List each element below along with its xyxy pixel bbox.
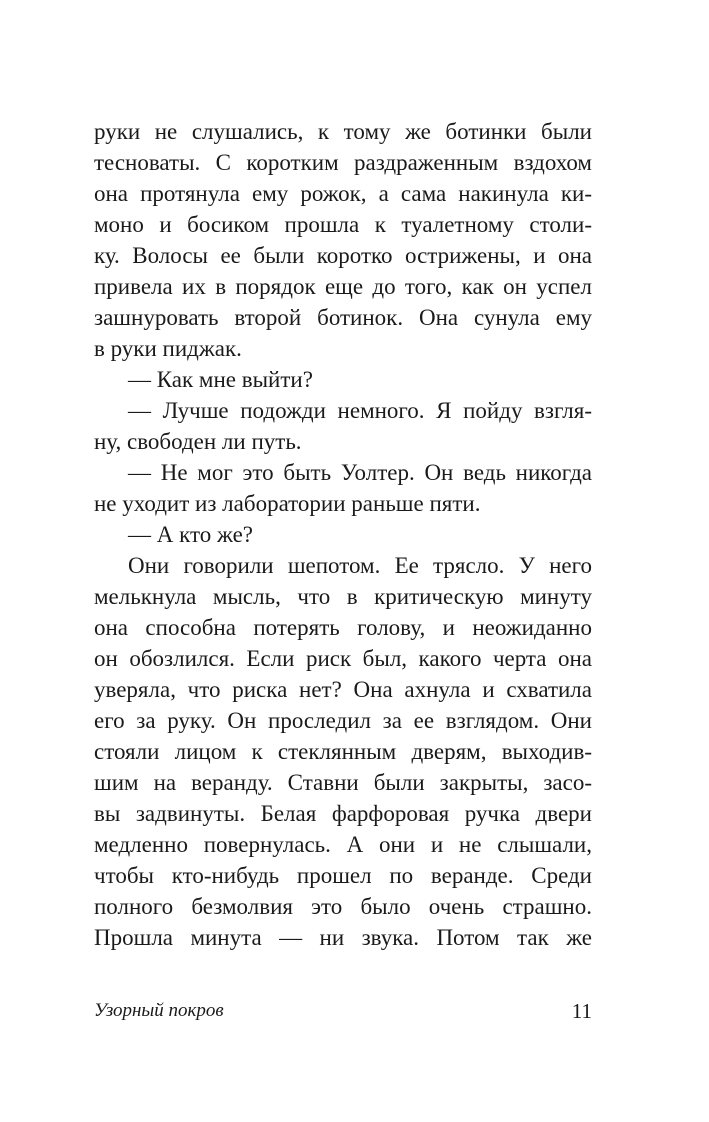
text-line: полного безмолвия это было очень страшно. bbox=[94, 894, 592, 919]
text-line: шим на веранду. Ставни были закрыты, засо- bbox=[94, 770, 592, 795]
paragraph-start-line: Они говорили шепотом. Ее трясло. У него bbox=[128, 553, 592, 578]
text-line: привела их в порядок еще до того, как он успел bbox=[94, 274, 592, 299]
text-line: она протянула ему рожок, а сама накинула ки- bbox=[94, 181, 592, 206]
dialogue-line: — Как мне выйти? bbox=[128, 367, 313, 392]
text-line: мелькнула мысль, что в критическую минуту bbox=[94, 584, 592, 609]
dialogue-line: — А кто же? bbox=[128, 522, 253, 547]
text-line: уверяла, что риска нет? Она ахнула и схватила bbox=[94, 677, 592, 702]
dialogue-line: — Не мог это быть Уолтер. Он ведь никогда bbox=[128, 460, 592, 485]
text-line: тесноваты. С коротким раздраженным вздохом bbox=[94, 150, 592, 175]
text-line: стояли лицом к стеклянным дверям, выходив- bbox=[94, 739, 592, 764]
text-line: она способна потерять голову, и неожиданно bbox=[94, 615, 592, 640]
dialogue-line: — Лучше подожди немного. Я пойду взгля- bbox=[128, 398, 592, 423]
text-line: ку. Волосы ее были коротко острижены, и она bbox=[94, 243, 592, 268]
text-line: чтобы кто-нибудь прошел по веранде. Среди bbox=[94, 863, 592, 888]
running-title: Узорный покров bbox=[94, 1000, 224, 1021]
text-line: зашнуровать второй ботинок. Она сунула ему bbox=[94, 305, 592, 330]
text-line: Прошла минута — ни звука. Потом так же bbox=[94, 925, 592, 950]
text-line: в руки пиджак. bbox=[94, 336, 242, 361]
text-line: вы задвинуты. Белая фарфоровая ручка двери bbox=[94, 801, 592, 826]
text-line: медленно повернулась. А они и не слышали, bbox=[94, 832, 592, 857]
text-line: он обозлился. Если риск был, какого черта она bbox=[94, 646, 592, 671]
text-line: его за руку. Он проследил за ее взглядом. Они bbox=[94, 708, 592, 733]
body-text bbox=[94, 116, 592, 953]
text-line: руки не слушались, к тому же ботинки были bbox=[94, 119, 592, 144]
text-line: ну, свободен ли путь. bbox=[94, 429, 302, 454]
text-line: моно и босиком прошла к туалетному столи- bbox=[94, 212, 592, 237]
text-line: не уходит из лаборатории раньше пяти. bbox=[94, 491, 481, 516]
page-footer bbox=[94, 996, 592, 1026]
page-number: 11 bbox=[571, 999, 592, 1023]
